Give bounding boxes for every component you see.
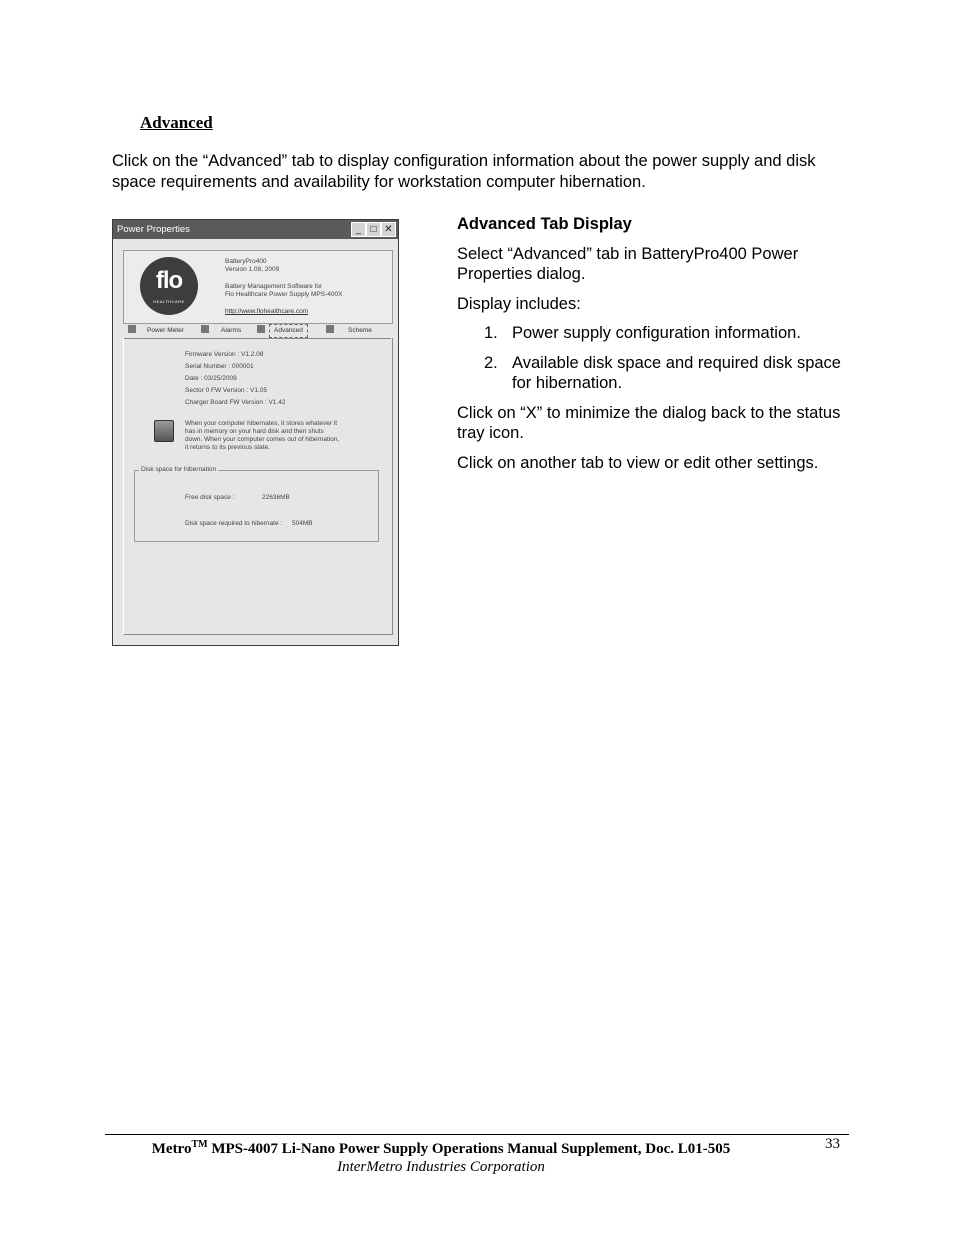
description-p3: Click on “X” to minimize the dialog back to the status tray icon. [457,403,841,442]
advanced-tab-description [457,214,847,482]
window-title: Power Properties [117,224,190,235]
list-item [457,323,847,344]
description-p4: Click on another tab to view or edit other settings. [457,453,819,472]
list-text: Available disk space and required disk space for hibernation. [512,353,841,392]
hibernate-text-3: down. When your computer comes out of hibernation, [185,436,340,443]
logo-subtext: HEALTHCARE [153,299,185,304]
window-titlebar [113,220,398,239]
footer-doc-title: MPS-4007 Li-Nano Power Supply Operations Manual Supplement, Doc. L01-505 [207,1141,731,1157]
footer [105,1136,777,1176]
date: Date : 03/25/2009 [185,375,237,382]
product-description-1: Battery Management Software for [225,283,323,290]
required-disk-value: 504MB [292,520,313,527]
page-number: 33 [825,1136,840,1152]
list-text: Power supply configuration information. [512,324,801,342]
firmware-version: Firmware Version : V1.2.08 [185,351,264,358]
power-properties-screenshot [112,219,399,646]
product-version: Version 1.08, 2009 [225,266,280,273]
description-p1: Select “Advanced” tab in BatteryPro400 Power Properties dialog. [457,244,799,283]
hibernate-text-2: has in memory on your hard disk and then shuts [185,428,324,435]
close-button[interactable]: ✕ [381,222,396,237]
tab-alarms[interactable]: Alarms [221,327,242,334]
footer-brand: Metro [151,1141,192,1157]
advanced-panel [123,338,393,635]
product-name: BatteryPro400 [225,258,267,265]
list-number: 1. [484,324,498,342]
speaker-icon [201,325,209,333]
about-box [123,250,393,324]
disk-space-group [134,466,379,542]
serial-number: Serial Number : 000001 [185,363,254,370]
footer-title [105,1136,777,1158]
disk-space-legend: Disk space for hibernation [141,466,217,473]
maximize-button[interactable]: □ [366,222,381,237]
display-list [457,323,847,394]
logo-text: flo [155,267,183,294]
footer-rule [105,1134,849,1135]
section-heading: Advanced [140,113,213,132]
flo-healthcare-logo [140,257,198,315]
tab-scheme[interactable]: Scheme [348,327,372,334]
sector0-fw-version: Sector 0 FW Version : V1.05 [185,387,268,394]
hibernate-text-1: When your computer hibernates, it stores whatever it [185,420,338,427]
list-number: 2. [484,353,498,372]
tab-power-meter[interactable]: Power Meter [147,327,184,334]
website-link[interactable]: http://www.flohealthcare.com [225,308,309,315]
advanced-icon [257,325,265,333]
intro-paragraph: Click on the “Advanced” tab to display configuration information about the power supply and disk space requirements and availability for workstation computer hibernation. [112,152,816,191]
free-disk-label: Free disk space : [185,494,235,501]
minimize-button[interactable]: _ [351,222,366,237]
clock-icon [326,325,334,333]
free-disk-value: 22636MB [262,494,290,501]
hibernate-text-4: it returns to its previous state. [185,444,270,451]
footer-company: InterMetro Industries Corporation [337,1159,545,1175]
tab-advanced[interactable]: Advanced [269,324,308,338]
required-disk-label: Disk space required to hibernate : [185,520,283,527]
computer-icon [154,420,174,442]
tab-bar [123,324,391,339]
power-meter-icon [128,325,136,333]
trademark: TM [191,1139,208,1150]
description-title: Advanced Tab Display [457,215,632,233]
charger-board-fw-version: Charger Board FW Version : V1.42 [185,399,286,406]
description-p2: Display includes: [457,294,581,313]
list-item [457,353,847,394]
product-description-2: Flo Healthcare Power Supply MPS-400X [225,291,343,298]
